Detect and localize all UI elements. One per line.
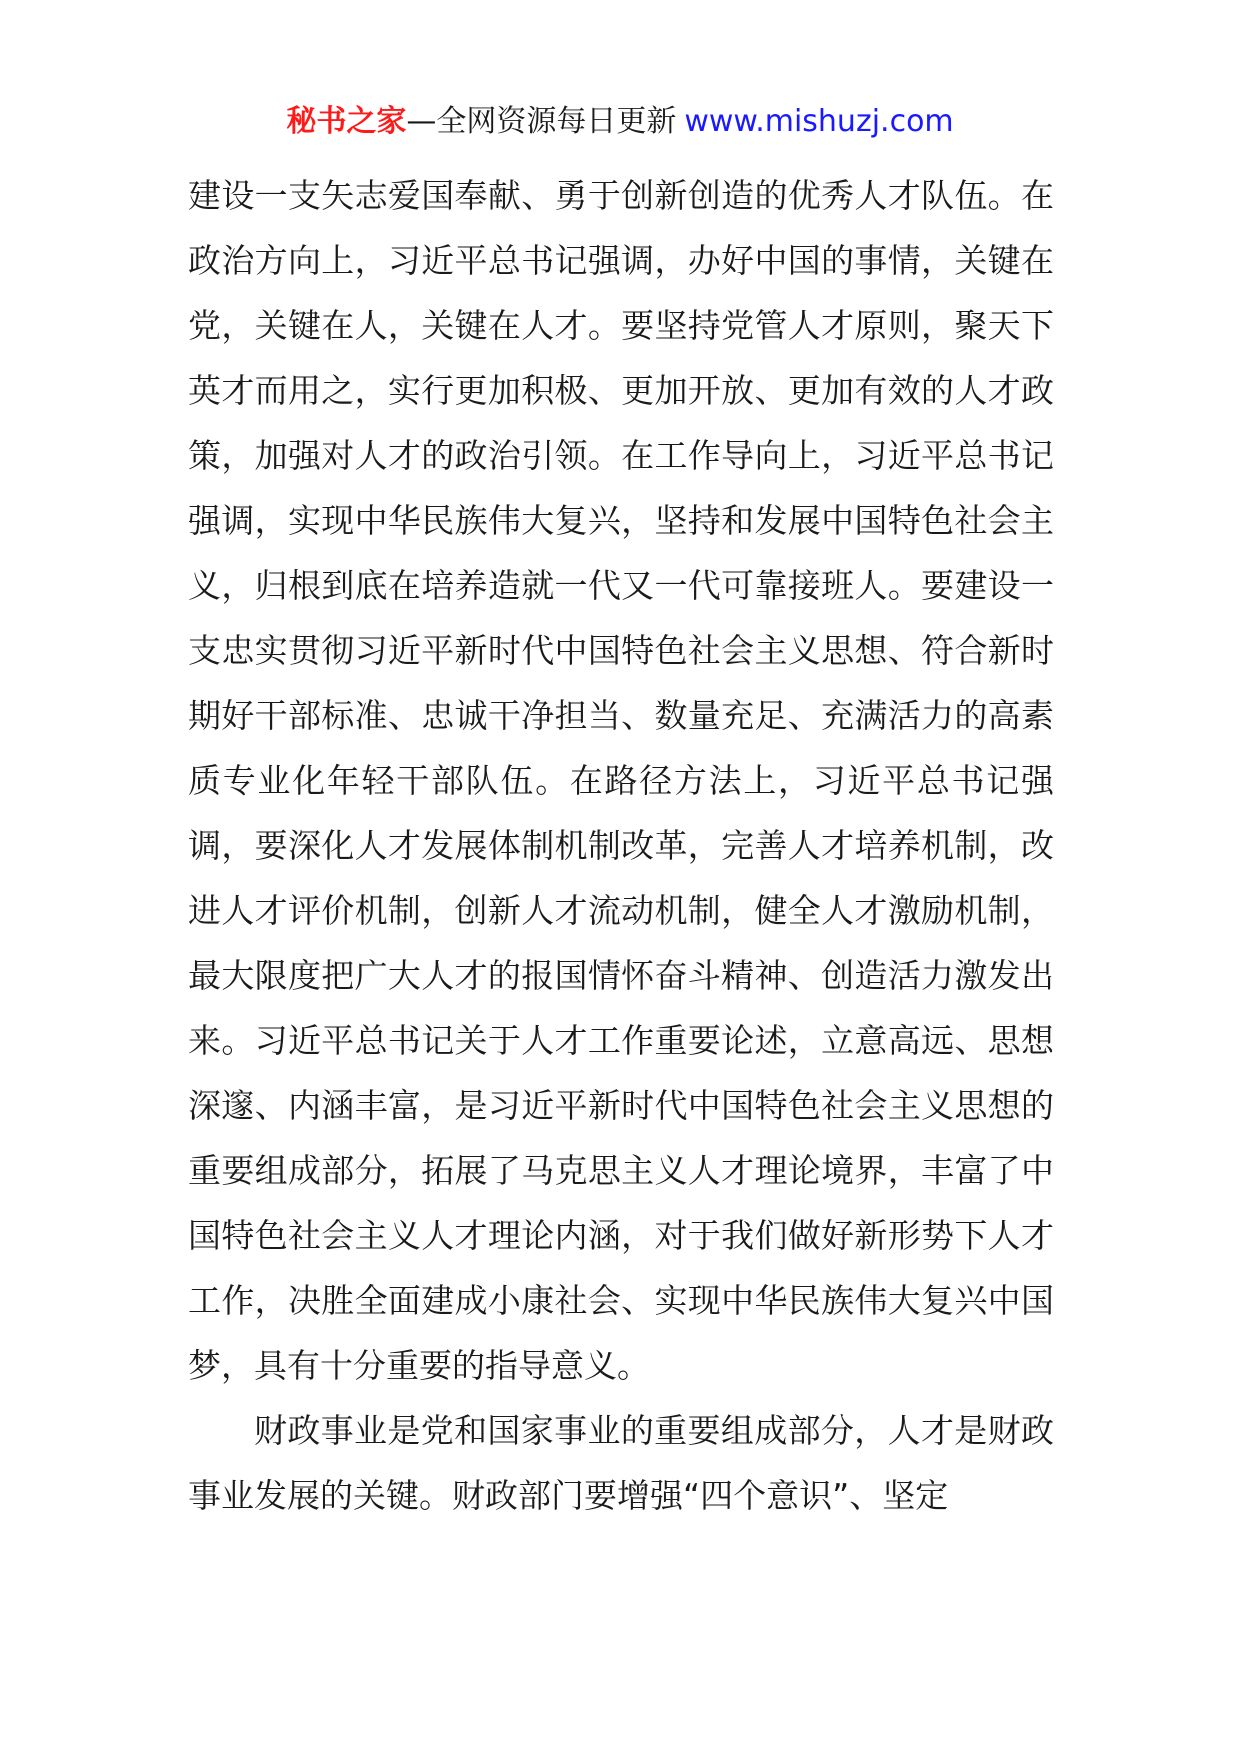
document-body <box>188 163 1054 1528</box>
page-header <box>0 102 1240 142</box>
paragraph-finance: 财政事业是党和国家事业的重要组成部分，人才是财政事业发展的关键。财政部门要增强“四个意识”、坚定 <box>188 1411 1054 1515</box>
brand-name: 秘书之家 <box>286 104 407 139</box>
header-tagline: —全网资源每日更新 <box>406 104 677 139</box>
site-link[interactable]: www.mishuzj.com <box>684 104 954 139</box>
paragraph-continued: 建设一支矢志爱国奉献、勇于创新创造的优秀人才队伍。在政治方向上，习近平总书记强调，办好中国的事情，关键在党，关键在人，关键在人才。要坚持党管人才原则，聚天下英才而用之，实行更加积极、更加开放、更加有效的人才政策，加强对人才的政治引领。在工作导向上，习近平总书记强调，实现中华民族伟大复兴，坚持和发展中国特色社会主义，归根到底在培养造就一代又一代可靠接班人。要建设一支忠实贯彻习近平新时代中国特色社会主义思想、符合新时期好干部标准、忠诚干净担当、数量充足、充满活力的高素质专业化年轻干部队伍。在路径方法上，习近平总书记强调，要深化人才发展体制机制改革，完善人才培养机制，改进人才评价机制，创新人才流动机制，健全人才激励机制，最大限度把广大人才的报国情怀奋斗精神、创造活力激发出来。习近平总书记关于人才工作重要论述，立意高远、思想深邃、内涵丰富，是习近平新时代中国特色社会主义思想的重要组成部分，拓展了马克思主义人才理论境界，丰富了中国特色社会主义人才理论内涵，对于我们做好新形势下人才工作，决胜全面建成小康社会、实现中华民族伟大复兴中国梦，具有十分重要的指导意义。 <box>188 176 1054 1385</box>
